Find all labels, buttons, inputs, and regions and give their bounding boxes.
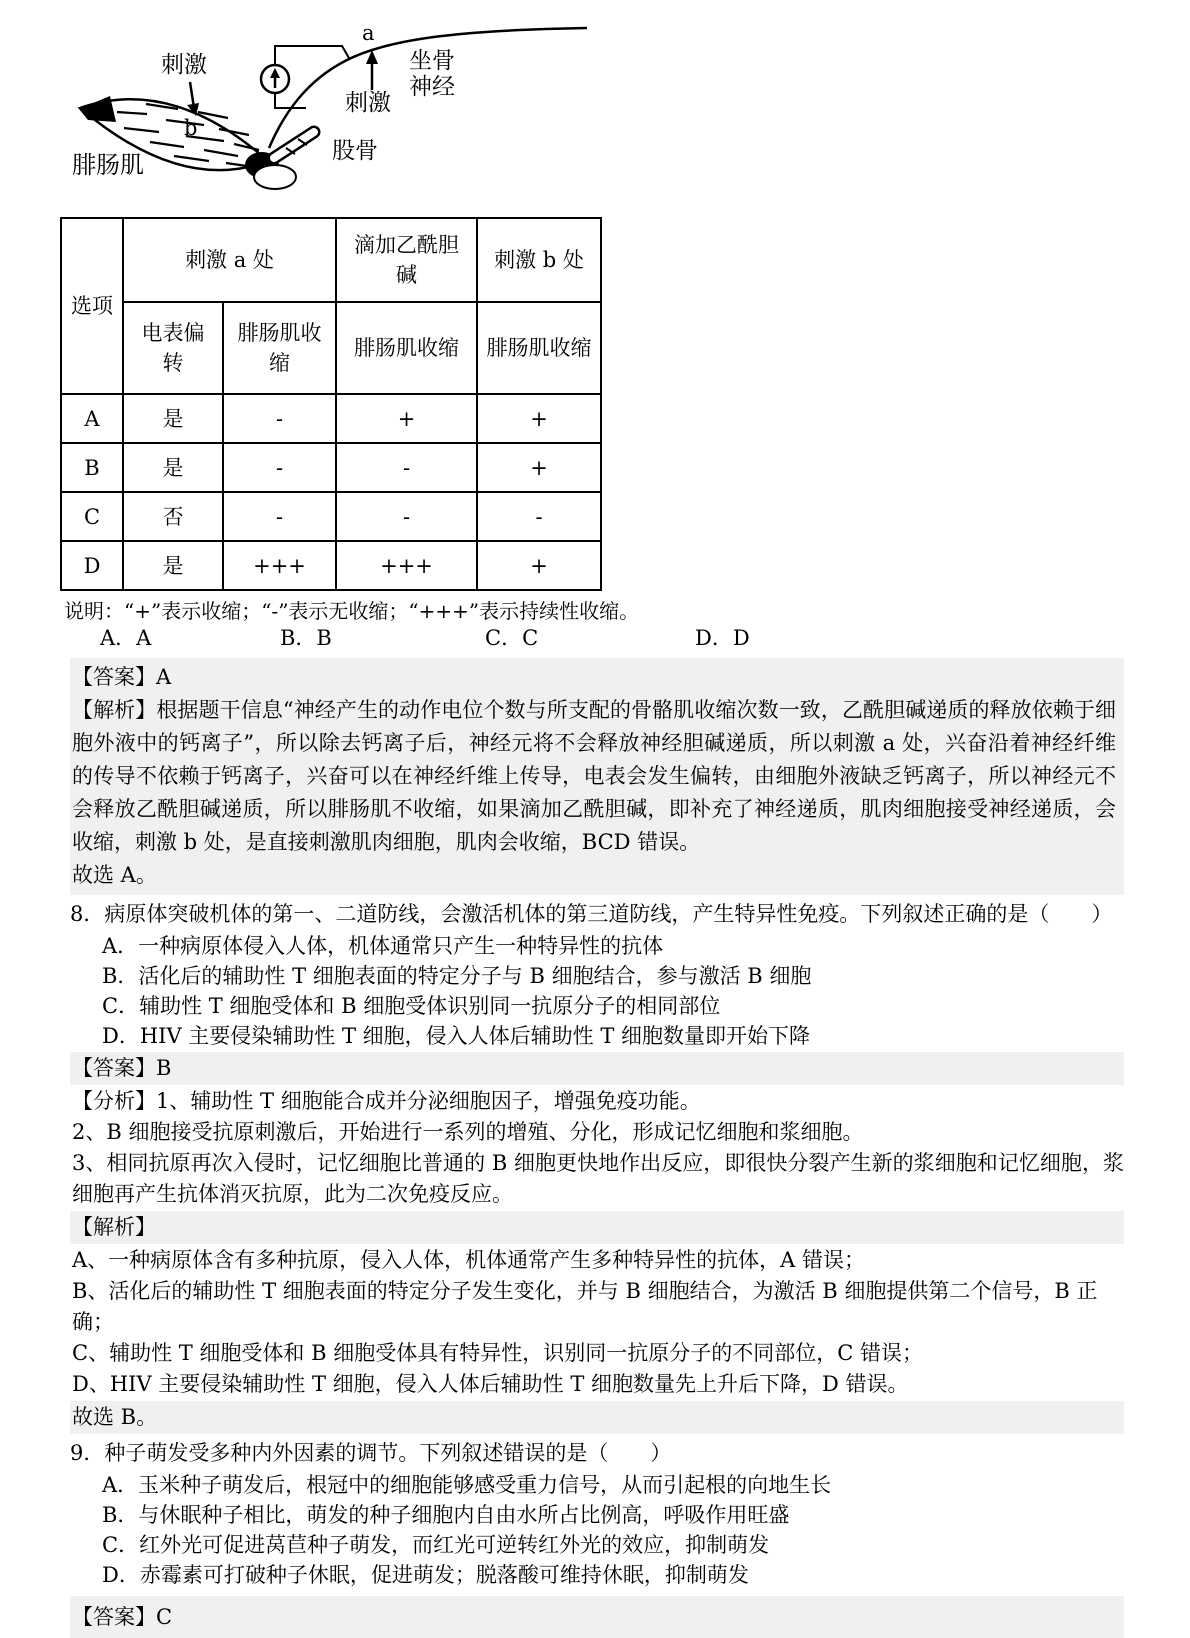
cell: + <box>336 394 477 443</box>
q8-stem: 8．病原体突破机体的第一、二道防线，会激活机体的第三道防线，产生特异性免疫。下列叙述正确的是（ ） <box>70 902 1113 926</box>
q8-option-d: D．HIV 主要侵染辅助性 T 细胞，侵入人体后辅助性 T 细胞数量即开始下降 <box>102 1024 810 1048</box>
q9-option-d: D．赤霉素可打破种子休眠，促进萌发；脱落酸可维持休眠，抑制萌发 <box>102 1563 749 1587</box>
q9-answer: 【答案】C <box>70 1596 1124 1638</box>
cell: +++ <box>336 541 477 590</box>
table-header-row-1 <box>61 218 601 302</box>
cell: 是 <box>123 443 223 492</box>
tendon-tip <box>79 96 116 122</box>
cell: 是 <box>123 541 223 590</box>
table-row <box>61 541 601 590</box>
cell: 是 <box>123 394 223 443</box>
stimulus-left-label: 刺激 <box>161 52 207 78</box>
q8-analysis-line-2: 2、B 细胞接受抗原刺激后，开始进行一系列的增殖、分化，形成记忆细胞和浆细胞。 <box>72 1120 864 1144</box>
q7-analysis: 【解析】根据题干信息“神经产生的动作电位个数与所支配的骨骼肌收缩次数一致，乙酰胆碱递质的释放依赖于细胞外液中的钙离子”，所以除去钙离子后，神经元将不会释放神经胆碱递质，所以刺激 a 处，兴奋沿着神经纤维的传导不依赖于钙离子，兴奋可以在神经纤维上传导，电表会发生偏转，由细胞外液缺乏钙离子，所以神经元不会释放乙酰胆碱递质，所以腓肠肌不收缩，如果滴加乙酰胆碱，即补充了神经递质，肌肉细胞接受神经递质，会收缩，刺激 b 处，是直接刺激肌肉细胞，肌肉会收缩，BCD 错误。 <box>72 698 1116 854</box>
option-b: B．B <box>280 626 332 650</box>
header-option: 选项 <box>61 218 123 394</box>
meter-wire-top <box>275 46 349 65</box>
q8-option-a: A．一种病原体侵入人体，机体通常只产生一种特异性的抗体 <box>102 934 664 958</box>
nerve-label-line1: 坐骨 <box>409 48 455 74</box>
cell: D <box>61 541 123 590</box>
muscle-nerve-diagram <box>62 8 1124 209</box>
q8-jiexi-label: 【解析】 <box>70 1211 1124 1244</box>
q8-analysis-line-1: 【分析】1、辅助性 T 细胞能合成并分泌细胞因子，增强免疫功能。 <box>72 1089 701 1113</box>
cell: - <box>223 394 336 443</box>
option-a: A．A <box>100 626 152 650</box>
header-stim-a: 刺激 a 处 <box>123 218 336 302</box>
header-contract-a: 腓肠肌收缩 <box>223 302 336 394</box>
q9-option-c: C．红外光可促进莴苣种子萌发，而红光可逆转红外光的效应，抑制萌发 <box>102 1533 770 1557</box>
muscle-label: 腓肠肌 <box>72 151 144 179</box>
table-row <box>61 394 601 443</box>
bone-condyle <box>254 165 296 189</box>
q8-conclusion: 故选 B。 <box>70 1401 1124 1434</box>
cell: - <box>223 492 336 541</box>
table-row <box>61 492 601 541</box>
q8-explanation-b: B、活化后的辅助性 T 细胞表面的特定分子发生变化，并与 B 细胞结合，为激活 B 细胞提供第二个信号，B 正确； <box>72 1279 1098 1334</box>
cell: + <box>477 394 601 443</box>
header-ach: 滴加乙酰胆碱 <box>336 218 477 302</box>
cell: + <box>477 541 601 590</box>
cell: - <box>336 443 477 492</box>
diagram-svg <box>62 8 622 204</box>
q8-explanation-d: D、HIV 主要侵染辅助性 T 细胞，侵入人体后辅助性 T 细胞数量先上升后下降，D 错误。 <box>72 1372 909 1396</box>
header-contract-b: 腓肠肌收缩 <box>477 302 601 394</box>
q8-explanation-a: A、一种病原体含有多种抗原，侵入人体，机体通常产生多种特异性的抗体，A 错误； <box>72 1248 866 1272</box>
q8-answer: 【答案】B <box>70 1052 1124 1085</box>
q8-explanation-c: C、辅助性 T 细胞受体和 B 细胞受体具有特异性，识别同一抗原分子的不同部位，C 错误； <box>72 1341 923 1365</box>
header-contract-ach: 腓肠肌收缩 <box>336 302 477 394</box>
q8-option-c: C．辅助性 T 细胞受体和 B 细胞受体识别同一抗原分子的相同部位 <box>102 994 721 1018</box>
cell: - <box>477 492 601 541</box>
table-note: 说明：“+”表示收缩；“-”表示无收缩；“+++”表示持续性收缩。 <box>64 599 640 623</box>
q9-option-a: A．玉米种子萌发后，根冠中的细胞能够感受重力信号，从而引起根的向地生长 <box>102 1473 832 1497</box>
q8-option-b: B．活化后的辅助性 T 细胞表面的特定分子与 B 细胞结合，参与激活 B 细胞 <box>102 964 812 988</box>
cell: + <box>477 443 601 492</box>
q7-answer: 【答案】A <box>72 665 172 689</box>
q9-option-b: B．与休眠种子相比，萌发的种子细胞内自由水所占比例高，呼吸作用旺盛 <box>102 1503 790 1527</box>
table-header-row-2 <box>61 302 601 394</box>
femur-label: 股骨 <box>332 138 378 164</box>
nerve-label-line2: 神经 <box>409 74 455 100</box>
option-d: D．D <box>695 626 750 650</box>
cell: +++ <box>223 541 336 590</box>
cell: C <box>61 492 123 541</box>
header-stim-b: 刺激 b 处 <box>477 218 601 302</box>
cell: - <box>336 492 477 541</box>
option-c: C．C <box>485 626 539 650</box>
q7-conclusion: 故选 A。 <box>72 863 157 887</box>
q9-stem: 9．种子萌发受多种内外因素的调节。下列叙述错误的是（ ） <box>70 1441 672 1465</box>
b-point-label: b <box>184 116 198 140</box>
header-meter: 电表偏转 <box>123 302 223 394</box>
q7-answer-block <box>70 658 1124 895</box>
cell: - <box>223 443 336 492</box>
q8-analysis-line-3: 3、相同抗原再次入侵时，记忆细胞比普通的 B 细胞更快地作出反应，即很快分裂产生新的浆细胞和记忆细胞，浆细胞再产生抗体消灭抗原，此为二次免疫反应。 <box>72 1151 1124 1206</box>
q7-answer-options <box>100 624 1124 653</box>
cell: B <box>61 443 123 492</box>
cell: A <box>61 394 123 443</box>
table-row <box>61 443 601 492</box>
experiment-table <box>60 217 602 591</box>
stimulus-right-label: 刺激 <box>345 90 391 116</box>
cell: 否 <box>123 492 223 541</box>
a-point-label: a <box>362 21 375 45</box>
